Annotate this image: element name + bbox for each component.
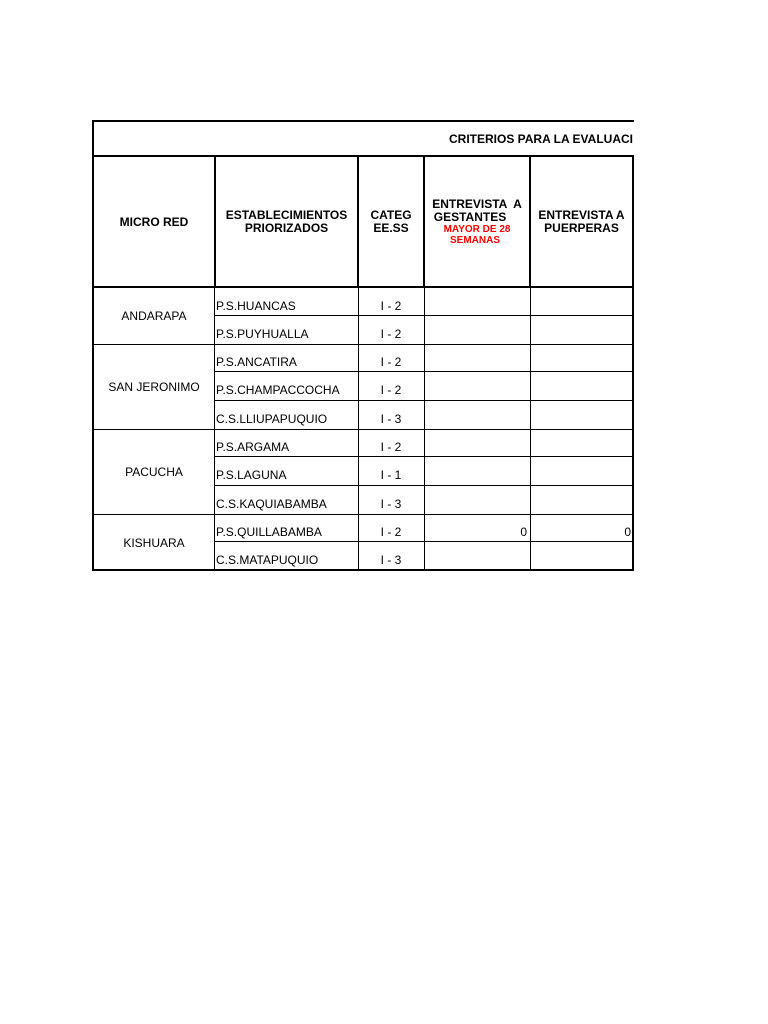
header-categ-line2: EE.SS — [373, 221, 409, 235]
group-cell — [94, 345, 214, 429]
table-title — [94, 122, 633, 155]
establecimiento-cell-text: P.S.LAGUNA — [216, 468, 287, 482]
header-puerperas-line1: ENTREVISTA A — [538, 208, 625, 222]
row-sep — [215, 315, 633, 316]
title-bottom-border — [92, 155, 634, 157]
categ-cell-text: I - 2 — [380, 355, 402, 369]
group-sep — [93, 514, 633, 515]
table-right-border — [632, 155, 634, 571]
header-bottom-border — [92, 286, 634, 288]
header-gestantes-line1: ENTREVISTA A — [432, 197, 522, 211]
group-cell — [94, 515, 214, 570]
row-sep — [215, 456, 633, 457]
header-col-sep — [357, 155, 359, 288]
group-label: ANDARAPA — [121, 309, 187, 323]
group-cell — [94, 288, 214, 344]
header-puerperas — [531, 157, 632, 287]
categ-cell-text: I - 2 — [380, 383, 402, 397]
row-sep — [215, 485, 633, 486]
group-label: PACUCHA — [125, 465, 183, 479]
categ-cell-text: I - 3 — [380, 497, 402, 511]
establecimiento-cell-text: P.S.CHAMPACCOCHA — [216, 383, 340, 397]
table-bottom-border — [92, 569, 634, 571]
table-title-text: CRITERIOS PARA LA EVALUACI — [448, 131, 633, 146]
categ-cell-text: I - 1 — [380, 468, 402, 482]
group-cell — [94, 430, 214, 514]
categ-cell-text: I - 2 — [380, 298, 402, 313]
establecimiento-cell-text: C.S.LLIUPAPUQUIO — [216, 412, 328, 426]
group-sep — [93, 344, 633, 345]
table-left-border — [92, 120, 94, 571]
group-sep — [93, 429, 633, 430]
gestantes-cell-text: 0 — [520, 525, 527, 539]
establecimiento-cell-text: P.S.PUYHUALLA — [216, 327, 309, 341]
header-categ — [359, 157, 423, 287]
establecimiento-cell-text: P.S.HUANCAS — [216, 298, 296, 313]
header-micro-red-label: MICRO RED — [119, 214, 189, 229]
header-col-sep — [529, 155, 531, 288]
header-col-sep — [423, 155, 425, 288]
header-col-sep — [214, 155, 216, 288]
establecimiento-cell-text: C.S.MATAPUQUIO — [216, 552, 319, 567]
header-categ-line1: CATEG — [370, 208, 412, 222]
categ-cell-text: I - 2 — [380, 327, 402, 341]
establecimiento-cell-text: P.S.ARGAMA — [216, 440, 290, 454]
table-top-border — [92, 120, 634, 122]
categ-cell-text: I - 2 — [380, 440, 402, 454]
header-micro-red — [94, 157, 214, 287]
header-gestantes — [425, 157, 529, 287]
row-sep — [215, 400, 633, 401]
categ-cell-text: I - 3 — [380, 552, 402, 567]
header-gestantes-note-line2: SEMANAS — [449, 235, 500, 246]
puerperas-cell-text: 0 — [624, 525, 631, 539]
row-sep — [215, 371, 633, 372]
row-sep — [215, 541, 633, 542]
categ-cell-text: I - 3 — [380, 412, 402, 426]
header-gestantes-note-line1: MAYOR DE 28 — [443, 224, 511, 235]
group-label: SAN JERONIMO — [108, 380, 200, 394]
header-gestantes-line2: GESTANTES — [433, 210, 507, 224]
establecimiento-cell-text: P.S.QUILLABAMBA — [216, 525, 322, 539]
header-establecimientos — [215, 157, 358, 287]
categ-cell-text: I - 2 — [380, 525, 402, 539]
header-establecimientos-line1: ESTABLECIMIENTOS — [225, 208, 348, 222]
establecimiento-cell-text: P.S.ANCATIRA — [216, 355, 297, 369]
header-establecimientos-line2: PRIORIZADOS — [244, 221, 329, 235]
group-label: KISHUARA — [123, 535, 185, 550]
header-puerperas-line2: PUERPERAS — [544, 221, 619, 235]
establecimiento-cell-text: C.S.KAQUIABAMBA — [216, 497, 327, 511]
